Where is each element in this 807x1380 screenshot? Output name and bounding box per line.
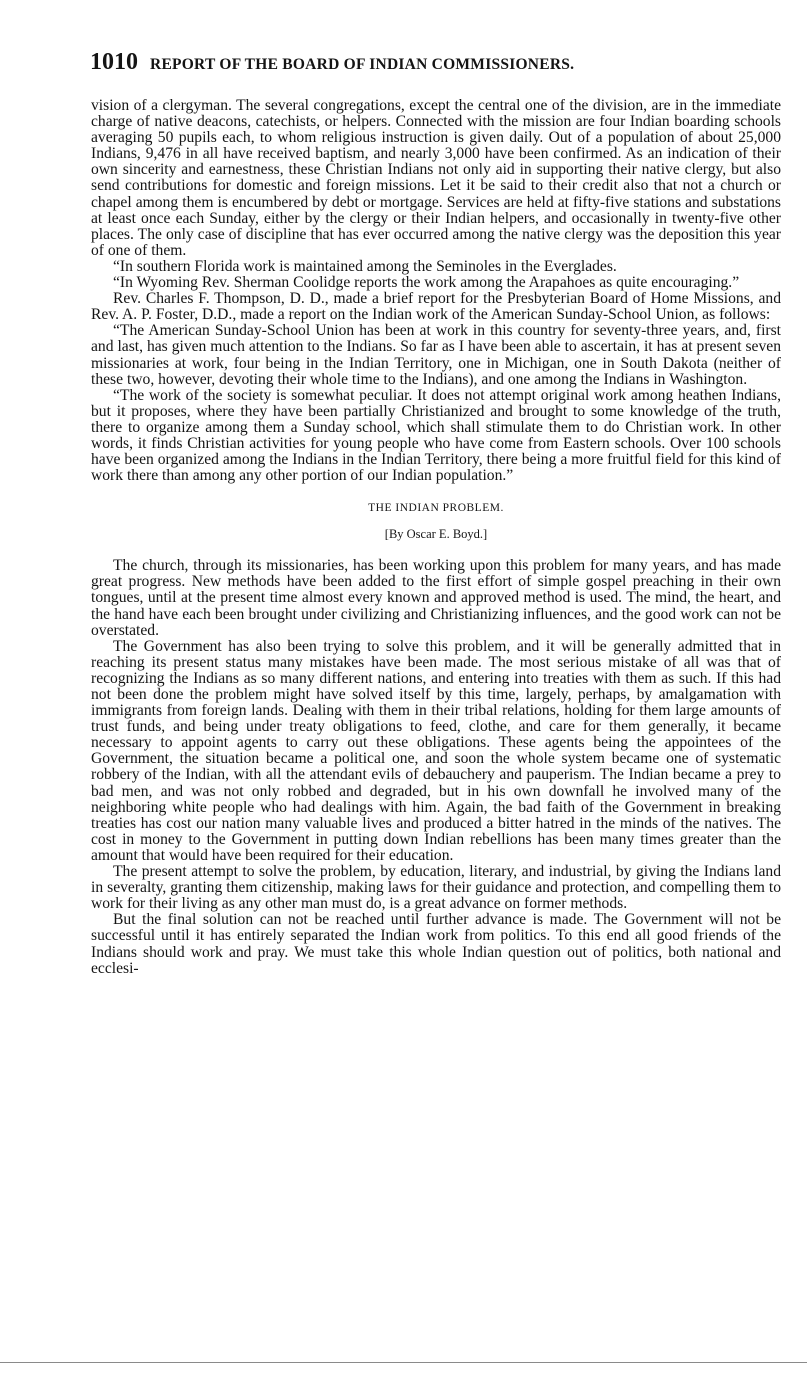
body-text (91, 98, 781, 977)
section-title: THE INDIAN PROBLEM. (368, 502, 504, 515)
paragraph-florida: “In southern Florida work is maintained among the Seminoles in the Everglades. (113, 257, 617, 275)
paragraph-sunday-school-union: “The American Sunday-School Union has been at work in this country for seventy-three years, and, first and last, has given much attention to the Indians. So far as I have been able to ascertain, it has at present seven missionaries at work, four being in the Indian Territory, one in Michigan, one in South Dakota (neither of these two, however, devoting their whole time to the Indians), and one among the Indians in Washington. (91, 322, 781, 388)
page-bottom-rule (0, 1362, 807, 1363)
paragraph-government: The Government has also been trying to solve this problem, and it will be generally admitted that in reaching its present status many mistakes have been made. The most serious mistake of all was that of recognizing the Indians as so many different nations, and entering into treaties with them as such. If this had not been done the problem might have solved itself by this time, largely, perhaps, by amalgamation with immigrants from foreign lands. Dealing with them in their tribal relations, holding for them large amounts of trust funds, and being under treaty obligations to feed, clothe, and care for them generally, it became necessary to appoint agents to carry out these obligations. These agents being the appointees of the Government, the situation became a political one, and soon the whole system became one of systematic robbery of the Indian, with all the attendant evils of debauchery and pauperism. The Indian became a prey to bad men, and was not only robbed and degraded, but in his own downfall he involved many of the neighboring white people who had dealings with him. Again, the bad faith of the Government in breaking treaties has cost our nation many valuable lives and produced a bitter hatred in the minds of the natives. The cost in money to the Government in putting down Indian rebellions has been many times greater than the amount that would have been required for their education. (91, 637, 781, 864)
paragraph-wyoming: “In Wyoming Rev. Sherman Coolidge reports the work among the Arapahoes as quite encouraging.” (113, 274, 740, 292)
paragraph-present-attempt: The present attempt to solve the problem, by education, literary, and industrial, by giving the Indians land in severalty, granting them citizenship, making laws for their guidance and protection, and compelling them to work for their living as any other man must do, is a great advance on former methods. (91, 863, 781, 913)
paragraph-final-solution: But the final solution can not be reached until further advance is made. The Government will not be successful until it has entirely separated the Indian work from politics. To this end all good friends of the Indians should work and pray. We must take this whole Indian question out of politics, both national and ecclesi- (91, 911, 781, 977)
running-title: REPORT OF THE BOARD OF INDIAN COMMISSIONERS. (150, 56, 575, 73)
paragraph-church: The church, through its missionaries, has been working upon this problem for many years, and has made great progress. New methods have been added to the first effort of simple gospel preaching in their own tongues, until at the present time almost every known and approved method is used. The mind, the heart, and the hand have each been brought under civilizing and Christianizing influences, and the good work can not be overstated. (91, 557, 781, 639)
section-byline: [By Oscar E. Boyd.] (384, 527, 488, 542)
paragraph-society-work: “The work of the society is somewhat peculiar. It does not attempt original work among heathen Indians, but it proposes, where they have been partially Christianized and brought to some knowledge of the truth, there to organize among them a Sunday school, which shall stimulate them to do Christian work. In other words, it finds Christian activities for young people who have come from Eastern schools. Over 100 schools have been organized among the Indians in the Indian Territory, there being a more fruitful field for this kind of work there than among any other portion of our Indian population.” (91, 386, 781, 485)
page-header (90, 48, 780, 79)
paragraph-continuation: vision of a clergyman. The several congregations, except the central one of the division, are in the immediate charge of native deacons, catechists, or helpers. Connected with the mission are four Indian boarding schools averaging 50 pupils each, to whom religious instruction is given daily. Out of a population of about 25,000 Indians, 9,476 in all have received baptism, and nearly 3,000 have been confirmed. As an indication of their own sincerity and earnestness, these Christian Indians not only aid in supporting their native clergy, but also send contributions for domestic and foreign missions. Let it be said to their credit also that not a church or chapel among them is encumbered by debt or mortgage. Services are held at fifty-five stations and substations at least once each Sunday, either by the clergy or their Indian helpers, and occasionally in twenty-five other places. The only case of discipline that has ever occurred among the native clergy was the deposition this year of one of them. (91, 97, 781, 259)
paragraph-thompson-report: Rev. Charles F. Thompson, D. D., made a brief report for the Presbyterian Board of Home Missions, and Rev. A. P. Foster, D.D., made a report on the Indian work of the American Sunday-School Union, as follows: (91, 290, 781, 324)
page-number: 1010 (90, 49, 138, 75)
